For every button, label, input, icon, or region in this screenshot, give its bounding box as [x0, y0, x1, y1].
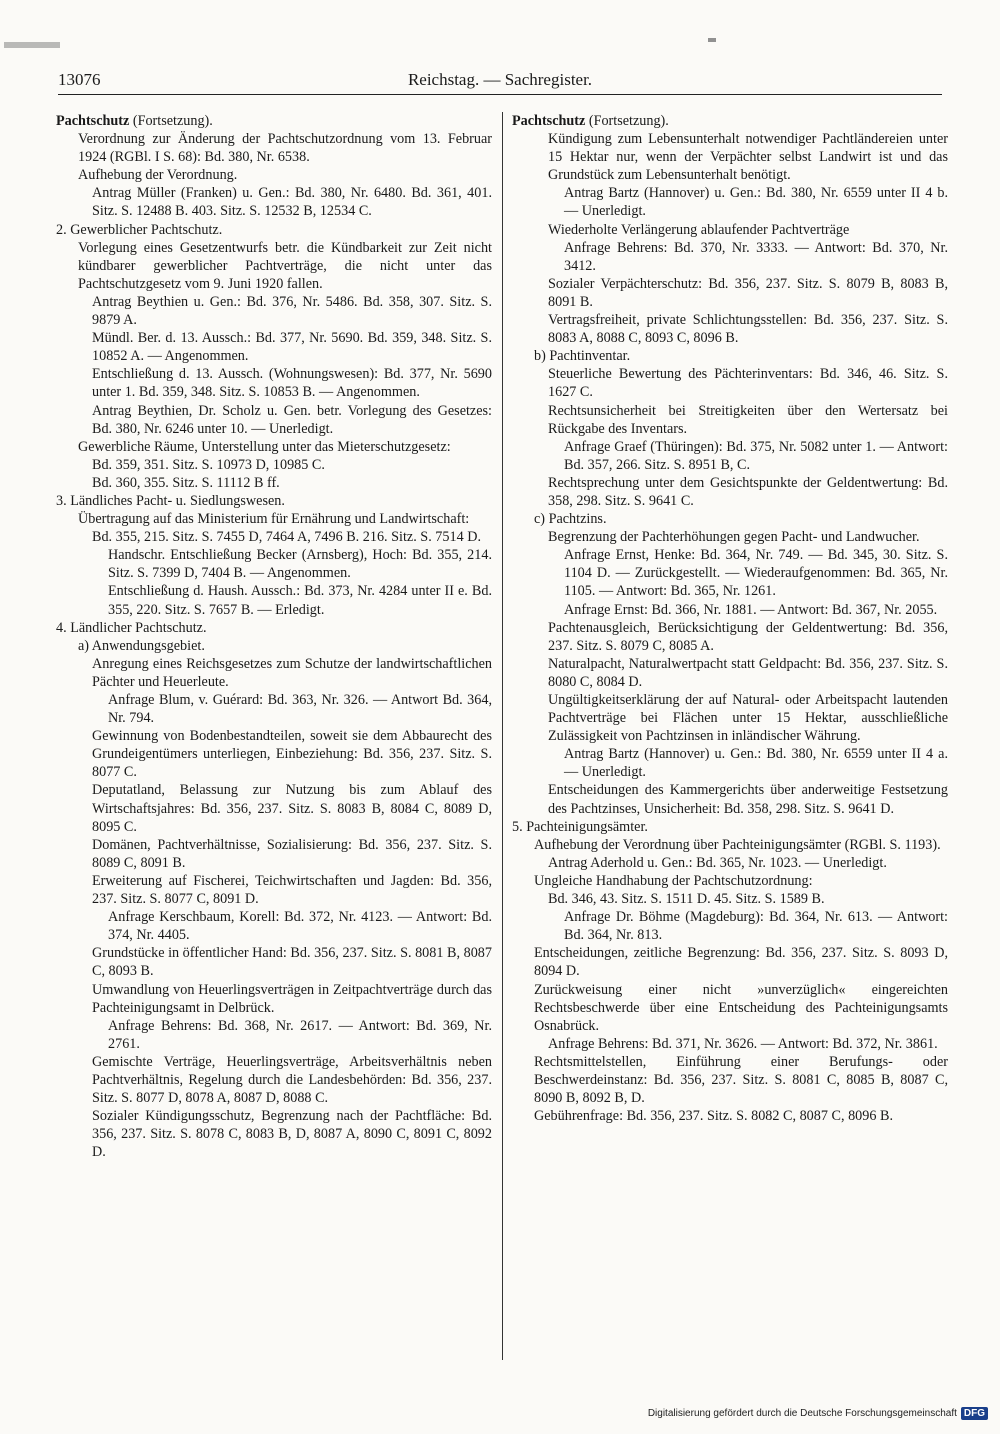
entry-text: Antrag Bartz (Hannover) u. Gen.: Bd. 380, Nr. 6559 unter II 4 a. — Unerledigt.: [564, 746, 948, 781]
page-number: 13076: [58, 70, 101, 89]
entry-text: Vertragsfreiheit, private Schlichtungsstellen: Bd. 356, 237. Sitz. S. 8083 A, 8088 C, 8093 C, 8096 B.: [548, 312, 948, 347]
index-entry: [512, 818, 948, 836]
index-entry: [56, 619, 492, 637]
entry-text: Anfrage Behrens: Bd. 370, Nr. 3333. — Antwort: Bd. 370, Nr. 3412.: [564, 239, 948, 274]
index-entry: [56, 130, 492, 166]
index-entry: [56, 727, 492, 781]
footer-text: Digitalisierung gefördert durch die Deutsche Forschungsgemeinschaft: [647, 1408, 957, 1419]
footer-credit: [648, 1407, 988, 1420]
index-entry: [56, 981, 492, 1017]
index-entry: [512, 1107, 948, 1125]
index-entry: [56, 492, 492, 510]
index-entry: [512, 365, 948, 401]
scan-speck: [4, 42, 60, 48]
entry-text: Entscheidungen des Kammergerichts über anderweitige Festsetzung des Pachtzinses, Unsicherheit: Bd. 358, 298. Sitz. S. 9641 D.: [548, 782, 948, 817]
entry-text: Domänen, Pachtverhältnisse, Sozialisierung: Bd. 356, 237. Sitz. S. 8089 C, 8091 B.: [92, 836, 492, 871]
column-divider: [502, 112, 503, 1360]
entry-text: Sozialer Kündigungsschutz, Begrenzung nach der Pachtfläche: Bd. 356, 237. Sitz. S. 8078 C, 8083 B, D, 8087 A, 8090 C, 8091 C, 8092 D.: [92, 1108, 492, 1161]
entry-text: Anfrage Ernst: Bd. 366, Nr. 1881. — Antwort: Bd. 367, Nr. 2055.: [564, 601, 938, 618]
index-entry: [512, 981, 948, 1035]
entry-text: Gemischte Verträge, Heuerlingsverträge, Arbeitsverhältnis neben Pachtverhältnis, Regelung durch die Landesbehörden: Bd. 356, 237. Sitz. S. 8077 D, 8078 A, 8087 D, 8088 C.: [92, 1053, 492, 1107]
entry-heading: [56, 112, 492, 130]
entry-text: Anfrage Kerschbaum, Korell: Bd. 372, Nr. 4123. — Antwort: Bd. 374, Nr. 4405.: [108, 909, 492, 944]
index-entry: [512, 601, 948, 619]
entry-text: (Fortsetzung).: [129, 113, 213, 129]
right-column: [512, 112, 948, 1125]
left-column: [56, 112, 492, 1161]
index-entry: [512, 1053, 948, 1107]
entry-text: Bd. 346, 43. Sitz. S. 1511 D. 45. Sitz. S. 1589 B.: [548, 891, 825, 908]
index-entry: [56, 365, 492, 401]
entry-text: 5. Pachteinigungsämter.: [512, 818, 648, 835]
index-entry: [512, 474, 948, 510]
entry-text: Rechtsunsicherheit bei Streitigkeiten über den Wertersatz bei Rückgabe des Inventars.: [548, 402, 948, 437]
index-entry: [56, 908, 492, 944]
index-entry: [56, 582, 492, 618]
index-entry: [56, 329, 492, 365]
entry-text: Aufhebung der Verordnung über Pachteinigungsämter (RGBl. S. 1193).: [534, 836, 941, 853]
entry-text: Bd. 359, 351. Sitz. S. 10973 D, 10985 C.: [92, 456, 325, 473]
entry-text: Gewerbliche Räume, Unterstellung unter das Mieterschutzgesetz:: [78, 438, 451, 455]
entry-text: Pachtenausgleich, Berücksichtigung der Geldentwertung: Bd. 356, 237. Sitz. S. 8079 C, 8085 A.: [548, 619, 948, 654]
entry-text: Übertragung auf das Ministerium für Ernährung und Landwirtschaft:: [78, 511, 470, 528]
index-entry: [512, 836, 948, 854]
index-entry: [56, 438, 492, 456]
entry-text: 2. Gewerblicher Pachtschutz.: [56, 221, 223, 238]
index-entry: [56, 293, 492, 329]
index-entry: [512, 908, 948, 944]
dfg-logo-icon: DFG: [961, 1407, 988, 1420]
entry-text: Sozialer Verpächterschutz: Bd. 356, 237. Sitz. S. 8079 B, 8083 B, 8091 B.: [548, 275, 948, 310]
entry-text: Antrag Bartz (Hannover) u. Gen.: Bd. 380, Nr. 6559 unter II 4 b. — Unerledigt.: [564, 185, 948, 220]
index-entry: [512, 528, 948, 546]
index-entry: [512, 402, 948, 438]
entry-keyword: Pachtschutz: [512, 113, 586, 129]
entry-text: c) Pachtzins.: [534, 511, 607, 528]
index-entry: [512, 184, 948, 220]
entry-text: Antrag Aderhold u. Gen.: Bd. 365, Nr. 1023. — Unerledigt.: [548, 854, 887, 871]
entry-text: Kündigung zum Lebensunterhalt notwendiger Pachtländereien unter 15 Hektar nur, wenn der Verpächter selbst Landwirt ist und das Grundstück zum Lebensunterhalt benötigt.: [548, 131, 948, 184]
index-entry: [512, 944, 948, 980]
index-entry: [56, 944, 492, 980]
index-entry: [512, 655, 948, 691]
index-entry: [56, 655, 492, 691]
index-entry: [56, 402, 492, 438]
entry-text: Anfrage Dr. Böhme (Magdeburg): Bd. 364, Nr. 613. — Antwort: Bd. 364, Nr. 813.: [564, 909, 948, 944]
entry-text: Anfrage Blum, v. Guérard: Bd. 363, Nr. 326. — Antwort Bd. 364, Nr. 794.: [108, 692, 492, 727]
index-entry: [56, 528, 492, 546]
entry-text: Zurückweisung einer nicht »unverzüglich« eingereichten Rechtsbeschwerde über eine Entscheidung des Pachteinigungsamts Osnabrück.: [534, 981, 948, 1034]
entry-text: Ungültigkeitserklärung der auf Natural- oder Arbeitspacht lautenden Pachtverträge bei Flächen unter 15 Hektar, ausschließliche Zulässigkeit von Pachtzinsen in inländischer Währung.: [548, 692, 948, 745]
entry-text: Ungleiche Handhabung der Pachtschutzordnung:: [534, 872, 813, 889]
entry-text: b) Pachtinventar.: [534, 348, 631, 365]
index-entry: [512, 872, 948, 890]
index-entry: [56, 872, 492, 908]
index-entry: [512, 781, 948, 817]
index-entry: [512, 311, 948, 347]
entry-text: Anfrage Graef (Thüringen): Bd. 375, Nr. 5082 unter 1. — Antwort: Bd. 357, 266. Sitz. S. 8951 B, C.: [564, 438, 948, 473]
entry-text: Anregung eines Reichsgesetzes zum Schutze der landwirtschaftlichen Pächter und Heuerleute.: [92, 655, 492, 690]
entry-text: Anfrage Behrens: Bd. 368, Nr. 2617. — Antwort: Bd. 369, Nr. 2761.: [108, 1017, 492, 1052]
index-entry: [512, 619, 948, 655]
entry-text: Anfrage Behrens: Bd. 371, Nr. 3626. — Antwort: Bd. 372, Nr. 3861.: [548, 1035, 938, 1052]
entry-text: Entschließung d. 13. Aussch. (Wohnungswesen): Bd. 377, Nr. 5690 unter 1. Bd. 359, 348. Sitz. S. 10853 B. — Angenommen.: [92, 366, 492, 401]
entry-text: Grundstücke in öffentlicher Hand: Bd. 356, 237. Sitz. S. 8081 B, 8087 C, 8093 B.: [92, 945, 492, 980]
index-entry: [512, 130, 948, 184]
entry-text: Bd. 360, 355. Sitz. S. 11112 B ff.: [92, 474, 280, 491]
entry-text: Entschließung d. Haush. Aussch.: Bd. 373, Nr. 4284 unter II e. Bd. 355, 220. Sitz. S. 7657 B. — Erledigt.: [108, 583, 492, 618]
entry-keyword: Pachtschutz: [56, 113, 130, 129]
entry-text: Antrag Beythien, Dr. Scholz u. Gen. betr. Vorlegung des Gesetzes: Bd. 380, Nr. 6246 unter 10. — Unerledigt.: [92, 402, 492, 437]
index-entry: [56, 1017, 492, 1053]
entry-text: Entscheidungen, zeitliche Begrenzung: Bd. 356, 237. Sitz. S. 8093 D, 8094 D.: [534, 945, 948, 980]
entry-text: (Fortsetzung).: [585, 113, 669, 129]
index-entry: [512, 275, 948, 311]
entry-text: 4. Ländlicher Pachtschutz.: [56, 619, 207, 636]
index-entry: [56, 546, 492, 582]
index-entry: [56, 637, 492, 655]
index-entry: [56, 510, 492, 528]
index-entry: [512, 890, 948, 908]
index-entry: [512, 239, 948, 275]
index-entry: [512, 546, 948, 600]
index-entry: [56, 184, 492, 220]
index-entry: [512, 347, 948, 365]
index-entry: [56, 1053, 492, 1107]
entry-text: Deputatland, Belassung zur Nutzung bis zum Ablauf des Wirtschaftsjahres: Bd. 356, 237. Sitz. S. 8083 B, 8084 C, 8089 D, 8095 C.: [92, 782, 492, 835]
index-entry: [512, 691, 948, 745]
entry-text: Antrag Beythien u. Gen.: Bd. 376, Nr. 5486. Bd. 358, 307. Sitz. S. 9879 A.: [92, 293, 492, 329]
entry-text: Steuerliche Bewertung des Pächterinventars: Bd. 346, 46. Sitz. S. 1627 C.: [548, 366, 948, 401]
index-entry: [56, 221, 492, 239]
index-entry: [512, 438, 948, 474]
entry-text: Begrenzung der Pachterhöhungen gegen Pacht- und Landwucher.: [548, 529, 920, 546]
entry-text: Naturalpacht, Naturalwertpacht statt Geldpacht: Bd. 356, 237. Sitz. S. 8080 C, 8084 D.: [548, 655, 948, 690]
header-rule: [58, 94, 942, 95]
scan-speck: [708, 38, 716, 42]
entry-text: Rechtsmittelstellen, Einführung einer Berufungs- oder Beschwerdeinstanz: Bd. 356, 237. Sitz. S. 8081 C, 8085 B, 8087 C, 8090 B, 8092 B, D.: [534, 1053, 948, 1107]
index-entry: [512, 510, 948, 528]
entry-text: a) Anwendungsgebiet.: [78, 637, 205, 654]
index-entry: [56, 239, 492, 293]
entry-text: Aufhebung der Verordnung.: [78, 167, 238, 184]
index-entry: [56, 1107, 492, 1161]
running-head: Reichstag. — Sachregister.: [407, 70, 593, 89]
index-entry: [56, 166, 492, 184]
entry-text: Wiederholte Verlängerung ablaufender Pachtverträge: [548, 221, 850, 238]
entry-text: Bd. 355, 215. Sitz. S. 7455 D, 7464 A, 7496 B. 216. Sitz. S. 7514 D.: [92, 529, 482, 546]
index-entry: [56, 836, 492, 872]
entry-text: Handschr. Entschließung Becker (Arnsberg), Hoch: Bd. 355, 214. Sitz. S. 7399 D, 7404 B. — Angenommen.: [108, 547, 492, 582]
entry-text: Erweiterung auf Fischerei, Teichwirtschaften und Jagden: Bd. 356, 237. Sitz. S. 8077 C, 8091 D.: [92, 872, 492, 908]
index-entry: [56, 781, 492, 835]
index-entry: [56, 474, 492, 492]
index-entry: [512, 745, 948, 781]
entry-text: 3. Ländliches Pacht- u. Siedlungswesen.: [56, 492, 285, 509]
index-entry: [512, 854, 948, 872]
index-entry: [512, 1035, 948, 1053]
index-entry: [512, 221, 948, 239]
entry-heading: [512, 112, 948, 130]
index-entry: [56, 456, 492, 474]
entry-text: Umwandlung von Heuerlingsverträgen in Zeitpachtverträge durch das Pachteinigungsamt in Delbrück.: [92, 981, 492, 1016]
entry-text: Gewinnung von Bodenbestandteilen, soweit sie dem Abbaurecht des Grundeigentümers unterliegen, Einbeziehung: Bd. 356, 237. Sitz. S. 8077 C.: [92, 728, 492, 781]
entry-text: Verordnung zur Änderung der Pachtschutzordnung vom 13. Februar 1924 (RGBl. I S. 68): Bd. 380, Nr. 6538.: [78, 131, 492, 166]
entry-text: Anfrage Ernst, Henke: Bd. 364, Nr. 749. — Bd. 345, 30. Sitz. S. 1104 D. — Zurückgestellt. — Wiederaufgenommen: Bd. 365, Nr. 1105. — Antwort: Bd. 365, Nr. 1261.: [564, 547, 948, 600]
entry-text: Vorlegung eines Gesetzentwurfs betr. die Kündbarkeit zur Zeit nicht kündbarer gewerblicher Pachtverträge, die nicht unter das Pachtschutzgesetz vom 9. Juni 1920 fallen.: [78, 239, 492, 292]
entry-text: Gebührenfrage: Bd. 356, 237. Sitz. S. 8082 C, 8087 C, 8096 B.: [534, 1108, 894, 1125]
index-entry: [56, 691, 492, 727]
entry-text: Mündl. Ber. d. 13. Aussch.: Bd. 377, Nr. 5690. Bd. 359, 348. Sitz. S. 10852 A. — Angenommen.: [92, 330, 492, 365]
entry-text: Rechtsprechung unter dem Gesichtspunkte der Geldentwertung: Bd. 358, 298. Sitz. S. 9641 C.: [548, 474, 948, 509]
entry-text: Antrag Müller (Franken) u. Gen.: Bd. 380, Nr. 6480. Bd. 361, 401. Sitz. S. 12488 B. 403. Sitz. S. 12532 B, 12534 C.: [92, 185, 492, 220]
